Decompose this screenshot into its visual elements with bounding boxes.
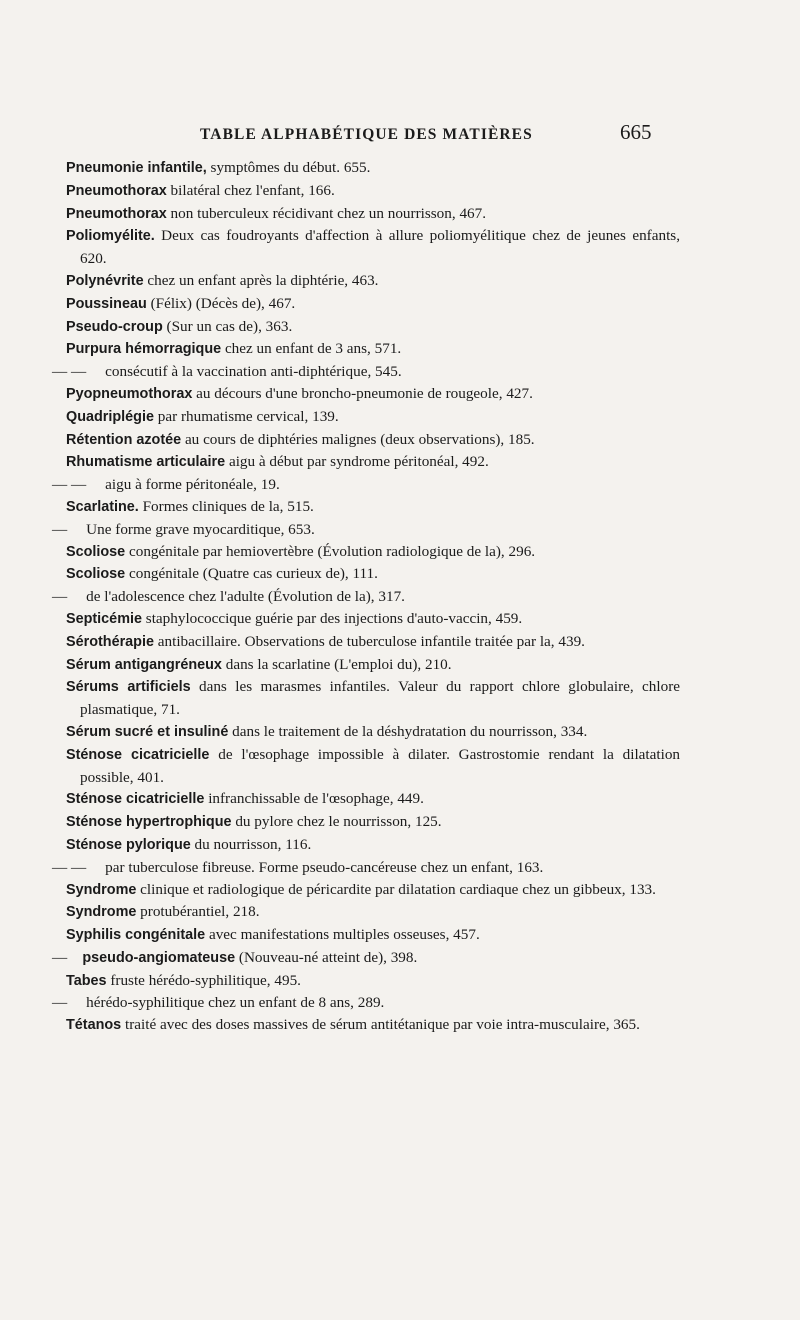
entry-heading: pseudo-angiomateuse — [82, 949, 236, 966]
entry-text: du nourrisson, 116. — [190, 835, 312, 853]
ditto-dash: — — [52, 948, 68, 966]
entry-heading: Scoliose — [66, 543, 126, 560]
entry-heading: Polynévrite — [66, 272, 144, 289]
entry-text: antibacillaire. Observations de tuberculose infantile traitée par la, 439. — [153, 632, 585, 650]
index-entry — [66, 429, 680, 452]
entry-text: avec manifestations multiples osseuses, 457. — [205, 926, 480, 944]
entry-heading: Pneumothorax — [66, 205, 167, 222]
index-entry — [66, 563, 680, 586]
entry-text: (Félix) (Décès de), 467. — [146, 294, 296, 312]
entry-heading: Rhumatisme articulaire — [66, 454, 226, 471]
page-number: 665 — [620, 120, 652, 144]
entry-heading: Rétention azotée — [66, 431, 182, 448]
entry-heading: Sérum sucré et insuliné — [66, 723, 229, 740]
entry-text: non tuberculeux récidivant chez un nourrisson, 467. — [166, 204, 487, 222]
entry-heading: Pneumonie infantile, — [66, 160, 207, 176]
entry-text: consécutif à la vaccination anti-diphtérique, 545. — [101, 363, 402, 381]
entry-heading: Sérums artificiels — [66, 679, 191, 696]
index-entry — [66, 225, 680, 270]
running-title: TABLE ALPHABÉTIQUE DES MATIÈRES — [200, 126, 533, 143]
entry-text: (Nouveau-né atteint de), 398. — [235, 948, 418, 966]
ditto-dash: — — [52, 994, 68, 1012]
entry-heading: Poliomyélite. — [66, 228, 155, 245]
entry-heading: Sténose pylorique — [66, 836, 191, 853]
entry-text: congénitale (Quatre cas curieux de), 111. — [125, 565, 378, 583]
entry-heading: Sténose hypertrophique — [66, 814, 232, 831]
index-entry — [66, 811, 680, 834]
index-entry — [66, 338, 680, 361]
entry-text: congénitale par hemiovertèbre (Évolution radiologique de la), 296. — [125, 542, 536, 560]
entry-text: hérédo-syphilitique chez un enfant de 8 ans, 289. — [82, 994, 385, 1012]
index-entry — [66, 541, 680, 564]
entry-heading: Scoliose — [66, 566, 126, 583]
index-entry — [66, 451, 680, 474]
entry-heading: Poussineau — [66, 295, 147, 312]
entry-text: aigu à forme péritonéale, 19. — [101, 476, 280, 494]
entry-text: chez un enfant de 3 ans, 571. — [221, 340, 402, 358]
entry-heading: Syndrome — [66, 881, 137, 898]
page-header — [0, 120, 800, 150]
entry-heading: Pseudo-croup — [66, 318, 163, 335]
index-entry — [66, 1014, 680, 1037]
entry-text: Une forme grave myocarditique, 653. — [82, 520, 315, 538]
entry-text: au décours d'une broncho-pneumonie de rougeole, 427. — [192, 384, 533, 402]
entry-text: infranchissable de l'œsophage, 449. — [204, 790, 424, 808]
index-entry — [66, 496, 680, 519]
ditto-dash: — — [52, 588, 68, 606]
entry-text: (Sur un cas de), 363. — [162, 317, 293, 335]
index-entry — [66, 901, 680, 924]
ditto-dash: — — — [52, 363, 87, 381]
index-entry — [52, 947, 680, 970]
entry-text: chez un enfant après la diphtérie, 463. — [143, 271, 379, 289]
entry-text: du pylore chez le nourrisson, 125. — [231, 813, 442, 831]
entry-text: Deux cas foudroyants d'affection à allure poliomyélitique chez de jeunes enfants, 620. — [80, 227, 680, 268]
entry-heading: Sténose cicatricielle — [66, 791, 205, 808]
entry-heading: Sténose cicatricielle — [66, 746, 210, 763]
entry-heading: Tétanos — [66, 1017, 122, 1034]
entry-text: par rhumatisme cervical, 139. — [153, 407, 339, 425]
index-entry — [52, 361, 680, 383]
entry-text: fruste hérédo-syphilitique, 495. — [106, 971, 301, 989]
entry-heading: Septicémie — [66, 610, 142, 627]
index-entry — [66, 744, 680, 789]
index-entry — [66, 203, 680, 226]
entry-text: Formes cliniques de la, 515. — [138, 497, 314, 515]
entry-text: aigu à début par syndrome péritonéal, 492. — [225, 453, 489, 471]
entry-heading: Sérothérapie — [66, 633, 154, 650]
entry-text: bilatéral chez l'enfant, 166. — [166, 181, 335, 199]
index-entry — [66, 608, 680, 631]
index-entry — [66, 316, 680, 339]
entry-heading: Pneumothorax — [66, 182, 167, 199]
entry-text: clinique et radiologique de péricardite par dilatation cardiaque chez un gibbeux, 133. — [136, 880, 656, 898]
index-entry — [66, 970, 680, 993]
entry-text: protubérantiel, 218. — [136, 903, 260, 921]
entry-text: traité avec des doses massives de sérum antitétanique par voie intra-musculaire, 365. — [121, 1016, 640, 1034]
entry-heading: Syndrome — [66, 904, 137, 921]
index-entry — [66, 654, 680, 677]
index-entry — [66, 383, 680, 406]
index-entry — [52, 474, 680, 496]
index-entry — [66, 631, 680, 654]
index-entry — [66, 180, 680, 203]
entry-text: staphylococcique guérie par des injections d'auto-vaccin, 459. — [142, 609, 523, 627]
index-entry — [66, 721, 680, 744]
entry-text: par tuberculose fibreuse. Forme pseudo-cancéreuse chez un enfant, 163. — [101, 858, 544, 876]
index-entry — [52, 519, 680, 541]
index-entry — [66, 788, 680, 811]
index-entry — [52, 857, 680, 879]
index-entry — [52, 586, 680, 608]
entry-text: dans les marasmes infantiles. Valeur du rapport chlore globulaire, chlore plasmatique, 71. — [80, 678, 681, 719]
entry-heading: Sérum antigangréneux — [66, 656, 222, 673]
entry-text: au cours de diphtéries malignes (deux observations), 185. — [181, 430, 535, 448]
entry-text: dans le traitement de la déshydratation du nourrisson, 334. — [228, 722, 588, 740]
ditto-dash: — — — [52, 858, 87, 876]
index-entry — [66, 270, 680, 293]
entry-heading: Syphilis congénitale — [66, 927, 206, 944]
entry-heading: Tabes — [66, 972, 107, 989]
index-entries — [0, 157, 800, 1037]
ditto-dash: — — — [52, 476, 87, 494]
index-entry — [52, 992, 680, 1014]
index-entry — [66, 834, 680, 857]
entry-heading: Pyopneumothorax — [66, 385, 193, 402]
entry-text: dans la scarlatine (L'emploi du), 210. — [221, 655, 452, 673]
entry-text: de l'adolescence chez l'adulte (Évolution de la), 317. — [82, 588, 405, 606]
ditto-dash: — — [52, 520, 68, 538]
entry-heading: Quadriplégie — [66, 408, 154, 425]
index-entry — [66, 879, 680, 902]
index-entry — [66, 157, 680, 180]
entry-heading: Purpura hémorragique — [66, 341, 222, 358]
entry-text: symptômes du début. 655. — [206, 159, 371, 176]
entry-heading: Scarlatine. — [66, 498, 139, 515]
entry-text: de l'œsophage impossible à dilater. Gastrostomie rendant la dilatation possible, 401. — [80, 745, 680, 786]
index-entry — [66, 293, 680, 316]
index-entry — [66, 406, 680, 429]
index-entry — [66, 924, 680, 947]
index-entry — [66, 676, 680, 721]
